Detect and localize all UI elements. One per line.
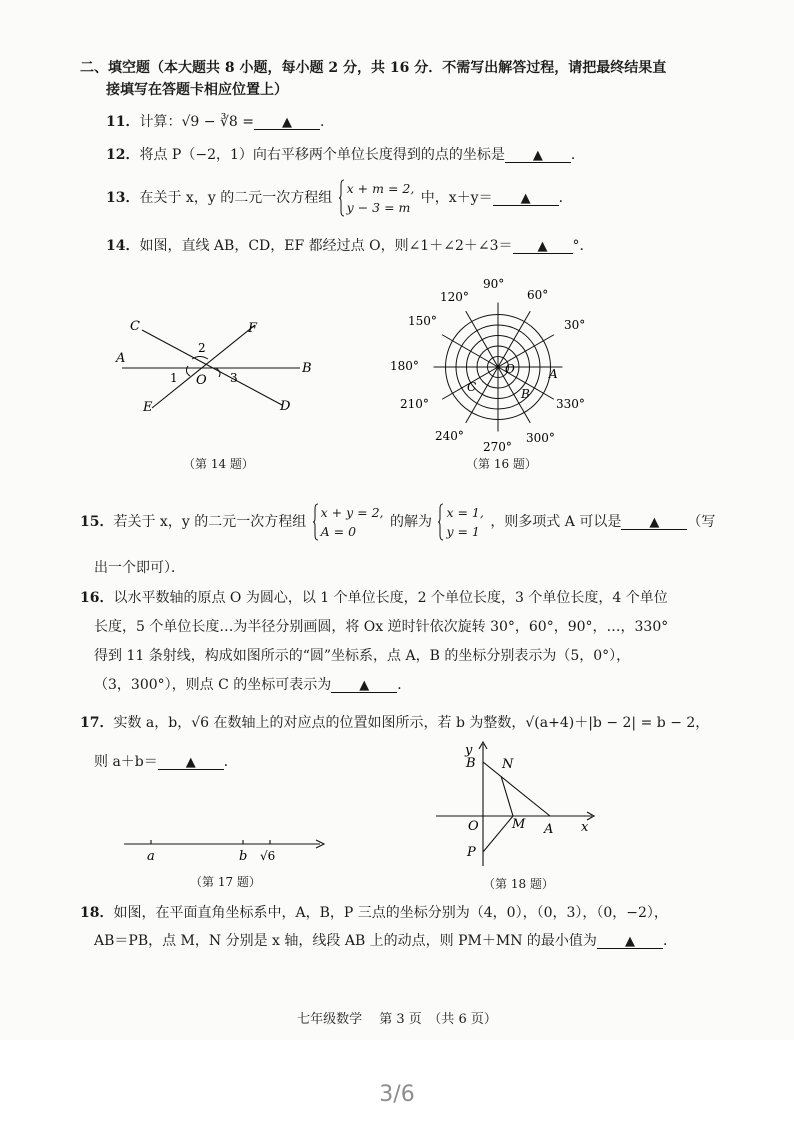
label-b: B <box>466 756 476 771</box>
angle-label-270: 270° <box>483 440 512 454</box>
triangle-icon: ▲ <box>359 678 370 693</box>
solution-1: x = 1, <box>446 505 484 520</box>
triangle-icon: ▲ <box>532 148 543 163</box>
label-a: A <box>544 822 554 837</box>
point-a: A <box>549 367 558 381</box>
answer-blank <box>158 752 224 770</box>
question-text-line2: AB＝PB，点 M，N 分别是 x 轴，线段 AB 上的动点，则 PM＋MN 的最小值为 <box>94 933 597 949</box>
question-text: 如图，直线 AB，CD，EF 都经过点 O，则∠1＋∠2＋∠3＝ <box>139 238 513 254</box>
equation-2: y − 3 = m <box>346 200 411 215</box>
question-text: 若关于 x，y 的二元一次方程组 <box>113 514 307 530</box>
question-17-line2 <box>94 752 238 772</box>
label-angle-3: 3 <box>230 371 238 385</box>
answer-blank <box>254 112 320 130</box>
question-number: 15． <box>80 514 114 530</box>
question-text: 计算：√9 − ∛8 = <box>139 114 254 130</box>
label-angle-1: 1 <box>170 371 178 385</box>
answer-blank <box>621 512 687 530</box>
question-text-line2: 则 a＋b＝ <box>94 754 158 770</box>
triangle-icon: ▲ <box>649 515 660 530</box>
angle-label-330: 330° <box>556 397 585 411</box>
point-o: O <box>505 362 515 376</box>
label-o: O <box>196 373 207 388</box>
question-11 <box>106 112 334 132</box>
angle-label-210: 210° <box>400 397 429 411</box>
question-end: ． <box>397 677 412 693</box>
figure-18 <box>432 738 602 873</box>
question-end: ． <box>662 933 677 949</box>
triangle-icon: ▲ <box>185 755 196 770</box>
question-number: 17． <box>80 715 114 731</box>
label-angle-2: 2 <box>198 341 206 355</box>
angle-label-60: 60° <box>527 288 549 302</box>
equation-system <box>313 503 384 541</box>
polar-ray-120 <box>466 311 498 367</box>
polar-ray-60 <box>498 311 530 367</box>
angle-label-30: 30° <box>564 318 586 332</box>
question-end: ． <box>319 114 334 130</box>
question-end: °． <box>572 238 594 254</box>
question-14 <box>106 236 594 256</box>
brace-icon <box>438 503 444 541</box>
label-p: P <box>467 845 476 860</box>
angle-label-120: 120° <box>440 290 469 304</box>
equation-1: x + y = 2, <box>320 505 384 520</box>
answer-blank <box>505 145 571 163</box>
question-13 <box>106 179 573 217</box>
label-n: N <box>502 757 514 772</box>
question-18-line2 <box>94 931 677 951</box>
line-ef <box>152 325 255 408</box>
label-m: M <box>512 817 526 832</box>
triangle-icon: ▲ <box>537 239 548 254</box>
point-b: B <box>521 387 530 401</box>
angle-label-240: 240° <box>435 429 464 443</box>
question-number: 13． <box>106 190 140 206</box>
triangle-icon: ▲ <box>520 191 531 206</box>
label-root6: √6 <box>260 849 276 863</box>
figure-18-caption: （第 18 题） <box>483 877 554 891</box>
page-indicator: 3/6 <box>379 1082 415 1107</box>
question-number: 16． <box>80 590 114 606</box>
question-number: 12． <box>106 147 140 163</box>
question-15-line2: 出一个即可）． <box>94 560 185 576</box>
label-x: x <box>581 820 589 835</box>
label-a: A <box>116 351 126 366</box>
figure-17 <box>120 830 330 870</box>
question-text: 将点 P（−2，1）向右平移两个单位长度得到的点的坐标是 <box>139 147 505 163</box>
question-end: ． <box>558 190 573 206</box>
question-text-line1: 如图，在平面直角坐标系中，A，B，P 三点的坐标分别为（4，0），（0，3），（0，−2）， <box>113 905 668 921</box>
page-footer: 七年级数学 第 3 页 （共 6 页） <box>297 1012 497 1027</box>
segment-ab <box>483 762 550 816</box>
question-16 <box>80 588 668 608</box>
answer-blank <box>597 931 663 949</box>
label-e: E <box>143 400 153 415</box>
question-text-line1: 以水平数轴的原点 O 为圆心，以 1 个单位长度，2 个单位长度，3 个单位长度，4 个单位 <box>113 590 668 606</box>
question-text-mid: 的解为 <box>390 514 432 530</box>
answer-blank <box>513 236 573 254</box>
question-16-line3: 得到 11 条射线，构成如图所示的“圆”坐标系，点 A，B 的坐标分别表示为（5，0°）， <box>94 648 631 664</box>
label-a: a <box>147 849 155 864</box>
question-number: 14． <box>106 238 140 254</box>
segment-pm <box>483 816 513 852</box>
label-c: C <box>130 319 140 334</box>
question-16-line2: 长度，5 个单位长度…为半径分别画圆，将 Ox 逆时针依次旋转 30°，60°，90°，…，330° <box>94 619 669 635</box>
angle-label-180: 180° <box>390 359 419 373</box>
label-o: O <box>468 819 479 834</box>
answer-blank <box>493 188 559 206</box>
question-end: ． <box>223 754 238 770</box>
question-text: 实数 a，b，√6 在数轴上的对应点的位置如图所示，若 b 为整数，√(a+4)＋|b − 2| = b − 2， <box>113 715 710 731</box>
polar-rays <box>434 303 563 432</box>
polar-ray-240 <box>466 367 498 423</box>
figure-17-caption: （第 17 题） <box>190 875 261 889</box>
solution-2: y = 1 <box>446 524 480 539</box>
question-text: 在关于 x，y 的二元一次方程组 <box>139 190 333 206</box>
question-end: （写 <box>687 514 716 530</box>
brace-icon <box>339 179 345 217</box>
figure-14-caption: （第 14 题） <box>183 457 254 471</box>
label-d: D <box>280 399 291 414</box>
figure-16 <box>380 270 610 460</box>
question-text-line4: （3，300°），则点 C 的坐标可表示为 <box>94 677 332 693</box>
question-16-line4 <box>94 675 411 695</box>
question-text-after: ，则多项式 A 可以是 <box>490 514 622 530</box>
question-number: 18． <box>80 905 114 921</box>
triangle-icon: ▲ <box>624 934 635 949</box>
figure-14 <box>110 310 320 420</box>
equation-1: x + m = 2, <box>346 181 415 196</box>
polar-ray-150 <box>442 335 498 367</box>
solution-system <box>438 503 483 541</box>
answer-blank <box>331 675 397 693</box>
section-title-cont: 接填写在答题卡相应位置上） <box>106 82 288 98</box>
equation-system <box>339 179 415 217</box>
label-f: F <box>248 321 258 336</box>
figure-16-caption: （第 16 题） <box>466 457 537 471</box>
label-y: y <box>465 743 473 758</box>
angle-label-90: 90° <box>483 277 505 291</box>
question-text-after: 中，x＋y＝ <box>420 190 493 206</box>
label-b: B <box>302 361 312 376</box>
question-15 <box>80 503 715 541</box>
angle-label-300: 300° <box>526 431 555 445</box>
question-end: ． <box>570 147 585 163</box>
question-12 <box>106 145 585 165</box>
section-title: 二、填空题（本大题共 8 小题，每小题 2 分，共 16 分．不需写出解答过程，请把最终结果直 <box>80 60 667 76</box>
angle-label-150: 150° <box>408 314 437 328</box>
triangle-icon: ▲ <box>281 115 292 130</box>
equation-2: A = 0 <box>320 524 357 539</box>
label-b: b <box>239 849 248 864</box>
question-18 <box>80 903 668 923</box>
question-number: 11． <box>106 114 140 130</box>
brace-icon <box>313 503 319 541</box>
question-17 <box>80 713 709 733</box>
point-c: C <box>467 380 477 394</box>
